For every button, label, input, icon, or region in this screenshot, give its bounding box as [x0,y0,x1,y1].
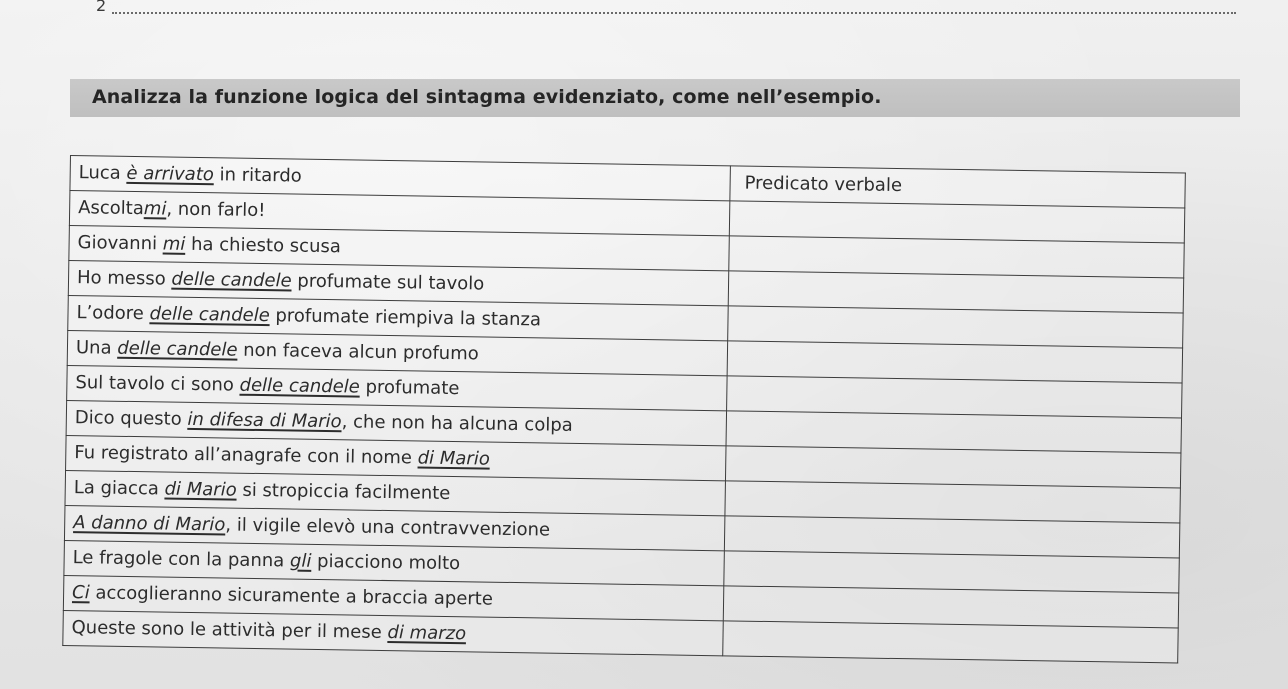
dotted-answer-line [112,12,1236,14]
highlighted-phrase: delle candele [239,374,360,398]
highlighted-phrase: Ci [71,582,90,604]
sentence-text-before: Dico questo [74,407,188,430]
highlighted-phrase: A danno di Mario [73,512,226,536]
sentence-text-before: Luca [78,162,127,184]
sentence-text-before: Una [75,337,118,359]
highlighted-phrase: mi [162,233,186,255]
sentence-text-after: accoglieranno sicuramente a braccia aperte [89,582,494,610]
answer-cell[interactable] [723,621,1179,663]
sentence-text-after: , il vigile elevò una contravvenzione [225,514,551,541]
sentence-text-after: , che non ha alcuna colpa [341,411,573,436]
sentence-text-before: Le fragole con la panna [72,547,291,572]
exercise-table [62,155,1186,663]
exercise-number: 2 [96,0,107,15]
exercise-header-line [96,0,1236,20]
highlighted-phrase: delle candele [149,303,270,327]
sentence-text-before: Ascolta [78,197,145,220]
sentence-text-before: Giovanni [77,232,163,255]
sentence-text-before: Queste sono le attività per il mese [71,617,388,644]
sentence-text-after: ha chiesto scusa [185,233,342,258]
instruction-text: Analizza la funzione logica del sintagma evidenziato, come nell’esempio. [92,86,882,108]
highlighted-phrase: in difesa di Mario [187,408,342,433]
sentence-text-after: profumate sul tavolo [291,270,485,295]
sentence-text-before: Ho messo [76,267,172,290]
sentence-text-before: L’odore [76,302,150,325]
sentence-text-after: profumate [359,376,460,400]
exercise-table-body [63,156,1186,663]
sentence-text-after: non faceva alcun profumo [237,339,479,365]
sentence-text-before: Sul tavolo ci sono [75,372,240,396]
answer-cell[interactable]: Predicato verbale [730,166,1186,208]
sentence-text-after: profumate riempiva la stanza [269,305,542,331]
highlighted-phrase: mi [143,198,167,220]
highlighted-phrase: delle candele [117,337,238,361]
highlighted-phrase: è arrivato [126,162,215,186]
instruction-banner [70,79,1240,117]
highlighted-phrase: di Mario [417,447,490,470]
highlighted-phrase: di Mario [164,478,237,501]
sentence-text-after: in ritardo [213,164,302,187]
highlighted-phrase: gli [289,550,312,572]
sentence-text-before: La giacca [73,477,165,500]
sentence-text-before: Fu registrato all’anagrafe con il nome [74,442,418,469]
highlighted-phrase: di marzo [387,622,467,645]
sentence-text-after: , non farlo! [166,198,266,222]
sentence-text-after: piacciono molto [311,550,461,575]
sentence-text-after: si stropiccia facilmente [236,479,451,505]
highlighted-phrase: delle candele [171,268,292,292]
